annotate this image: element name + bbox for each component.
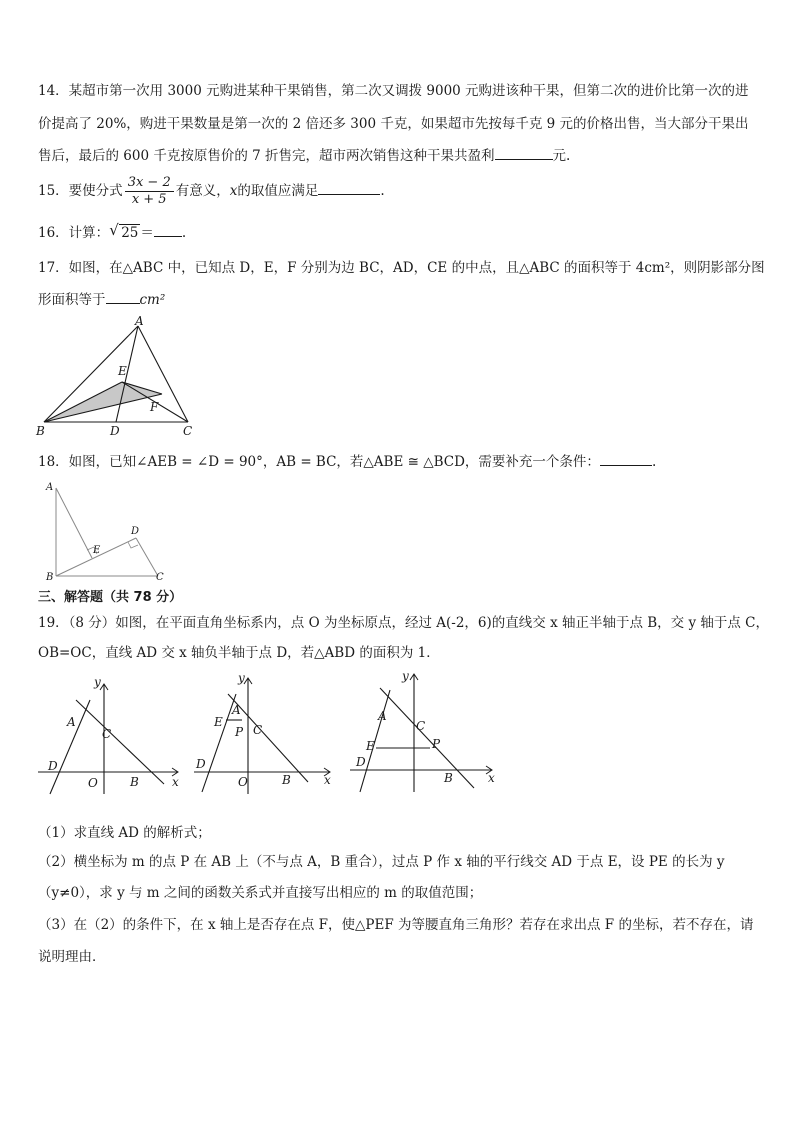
q14-answer-blank[interactable] [495, 145, 553, 160]
q17-label-f: F [150, 400, 159, 414]
q17-label-b: B [36, 424, 45, 438]
fig2-label-a: A [232, 703, 241, 717]
q15-denominator: x + 5 [131, 192, 167, 207]
q18-label-b: B [46, 572, 54, 583]
fig3-label-a: A [378, 709, 387, 723]
q19-part-3-line-2: 说明理由． [38, 949, 106, 965]
q18-line [38, 451, 656, 472]
q16-sqrt [109, 223, 140, 243]
q17-label-c: C [183, 424, 193, 438]
fig1-label-d: D [48, 759, 58, 773]
q19-part-2-line-1: （2）横坐标为 m 的点 P 在 AB 上（不与点 A，B 重合），过点 P 作 x 轴的平行线交 AD 于点 E，设 PE 的长为 y [38, 854, 725, 870]
fig3-label-d: D [356, 755, 366, 769]
q18-label-e: E [93, 545, 101, 556]
q17-label-a: A [135, 316, 144, 328]
q14-line-2: 价提高了 20%，购进干果数量是第一次的 2 倍还多 300 千克，如果超市先按每千克 9 元的价格出售，当大部分干果出 [38, 116, 749, 132]
q18-text: 18．如图，已知∠AEB = ∠D = 90°，AB = BC，若△ABE ≅ △BCD，需要补充一个条件： [38, 454, 600, 470]
fig2-label-y: y [238, 671, 245, 685]
q14-line-3-text: 售后，最后的 600 千克按原售价的 7 折售完，超市两次销售这种干果共盈利 [38, 148, 495, 164]
q17-line-1: 17．如图，在△ABC 中，已知点 D，E，F 分别为边 BC，AD，CE 的中点，且△ABC 的面积等于 4cm²，则阴影部分图 [38, 260, 765, 276]
q16-prefix: 16．计算： [38, 225, 110, 241]
q14-line-1: 14．某超市第一次用 3000 元购进某种干果销售，第二次又调拨 9000 元购进该种干果，但第二次的进价比第一次的进 [38, 83, 749, 99]
q19-part-2-line-2: （y≠0），求 y 与 m 之间的函数关系式并直接写出相应的 m 的取值范围； [38, 885, 483, 901]
q15-suffix-a: 有意义， [175, 183, 230, 199]
q18-label-a: A [46, 482, 54, 493]
q18-label-d: D [131, 526, 140, 537]
fig2-label-e: E [214, 715, 223, 729]
q17-triangle-figure [30, 316, 200, 440]
fig1-label-o: O [88, 776, 98, 790]
q18-label-c: C [156, 572, 164, 583]
q16-line [38, 222, 186, 243]
fig3-label-p: P [432, 737, 441, 751]
sqrt-icon: √ [109, 221, 119, 239]
q18-figure [40, 478, 170, 586]
q16-eq: ＝ [140, 225, 154, 241]
fig3-label-b: B [444, 771, 453, 785]
q17-label-d: D [110, 424, 120, 438]
q19-line-2: OB=OC，直线 AD 交 x 轴负半轴于点 D，若△ABD 的面积为 1． [38, 645, 440, 661]
q15-suffix-b: 的取值应满足 [237, 183, 319, 199]
fig2-label-c: C [253, 723, 263, 737]
q15-end: . [380, 183, 385, 199]
q17-unit: cm² [139, 292, 166, 308]
q17-line-2 [38, 289, 165, 310]
q17-label-e: E [118, 364, 127, 378]
fig1-label-c: C [102, 727, 112, 741]
fig3-label-x: x [488, 771, 495, 785]
q18-right-angle-d [128, 542, 138, 548]
q19-figure-3 [346, 668, 502, 796]
fig3-label-y: y [402, 669, 409, 683]
q14-line-3-end: 元. [552, 148, 571, 164]
q16-radicand: 25 [121, 225, 139, 241]
fig3-label-e: E [366, 739, 375, 753]
section-3-heading: 三、解答题（共 78 分） [38, 590, 183, 605]
fig1-label-x: x [172, 775, 179, 789]
q19-figure-2 [190, 670, 340, 796]
q16-end: . [181, 225, 187, 241]
fig3-label-c: C [416, 719, 426, 733]
fig2-label-p: P [235, 725, 244, 739]
q15-answer-blank[interactable] [318, 180, 380, 195]
fig1-label-b: B [130, 775, 139, 789]
fig2-label-d: D [196, 757, 206, 771]
q17-shaded-region [44, 382, 162, 422]
q18-answer-blank[interactable] [600, 451, 652, 466]
q15-prefix: 15．要使分式 [38, 183, 123, 199]
fig2-label-x: x [324, 773, 331, 787]
q18-end: . [651, 454, 657, 470]
q15-line [38, 172, 385, 210]
fig1-label-a: A [67, 715, 76, 729]
q15-fraction [125, 175, 174, 208]
fig2-label-b: B [282, 773, 291, 787]
q19-part-3-line-1: （3）在（2）的条件下，在 x 轴上是否存在点 F，使△PEF 为等腰直角三角形？若存在求出点 F 的坐标，若不存在，请 [38, 917, 754, 933]
q15-numerator: 3x − 2 [125, 175, 174, 192]
q15-variable: x [229, 183, 238, 199]
q14-line-3 [38, 145, 570, 166]
q16-answer-blank[interactable] [154, 222, 182, 237]
q19-part-1: （1）求直线 AD 的解析式； [38, 825, 211, 841]
fig1-label-y: y [94, 676, 101, 689]
q17-answer-blank[interactable] [106, 289, 140, 304]
fig2-label-o: O [238, 775, 248, 789]
q17-line-2-text: 形面积等于 [38, 292, 106, 308]
q19-figure-1 [34, 676, 184, 798]
q19-line-1: 19．（8 分）如图，在平面直角坐标系内，点 O 为坐标原点，经过 A(-2，6)的直线交 x 轴正半轴于点 B，交 y 轴于点 C， [38, 615, 770, 631]
